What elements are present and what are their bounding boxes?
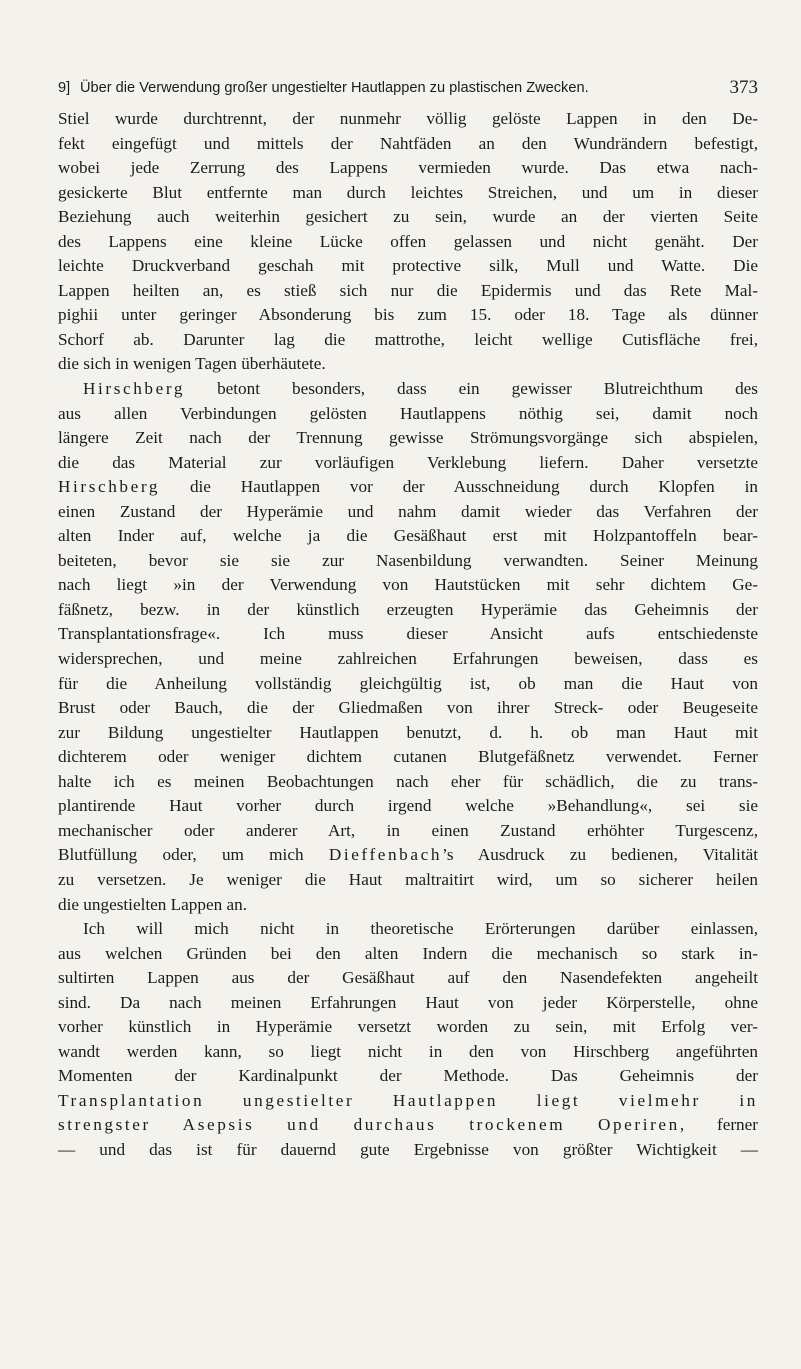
text-line [58, 1089, 758, 1114]
text-segment: ’s Ausdruck zu bedienen, Vitalität [442, 845, 758, 865]
spaced-emphasis: Hirschberg [83, 379, 186, 399]
text-line: fäßnetz, bezw. in der künstlich erzeugten Hyperämie das Geheimnis der [58, 599, 758, 619]
text-segment: ferner [686, 1115, 759, 1135]
text-line: einen Zustand der Hyperämie und nahm damit wieder das Verfahren der [58, 501, 758, 521]
section-number: 9] [58, 80, 71, 96]
text-line: gesickerte Blut entfernte man durch leichtes Streichen, und um in dieser [58, 182, 758, 202]
text-line: die sich in wenigen Tagen überhäutete. [58, 354, 326, 374]
text-line: Transplantationsfrage«. Ich muss dieser Ansicht aufs entschiedenste [58, 624, 758, 644]
text-line: Ich will mich nicht in theoretische Erörterungen darüber einlassen, [83, 919, 758, 939]
text-segment: Blutfüllung oder, um mich [58, 845, 329, 865]
text-line: zur Bildung ungestielter Hautlappen benutzt, d. h. ob man Haut mit [58, 722, 758, 742]
text-line: nach liegt »in der Verwendung von Hautstücken mit sehr dichtem Ge- [58, 575, 758, 595]
text-line: des Lappens eine kleine Lücke offen gelassen und nicht genäht. Der [58, 231, 758, 251]
text-line: wobei jede Zerrung des Lappens vermieden wurde. Das etwa nach- [58, 158, 758, 178]
text-line: — und das ist für dauernd gute Ergebnisse von größter Wichtigkeit — [58, 1139, 758, 1159]
text-line: längere Zeit nach der Trennung gewisse Strömungsvorgänge sich abspielen, [58, 428, 758, 448]
spaced-emphasis: Dieffenbach [328, 845, 443, 865]
spaced-emphasis: strengster Asepsis und durchaus trockenem Operiren, [58, 1115, 687, 1135]
body-text [58, 107, 758, 1163]
text-line: sind. Da nach meinen Erfahrungen Haut von jeder Körperstelle, ohne [58, 992, 758, 1012]
text-line [58, 475, 758, 500]
text-line [58, 1113, 758, 1138]
text-line: alten Inder auf, welche ja die Gesäßhaut erst mit Holzpantoffeln bear- [58, 526, 758, 546]
text-line: plantirende Haut vorher durch irgend welche »Behandlung«, sei sie [58, 796, 758, 816]
text-line: Schorf ab. Darunter lag die mattrothe, leicht wellige Cutisfläche frei, [58, 329, 758, 349]
text-line: mechanischer oder anderer Art, in einen Zustand erhöhter Turgescenz, [58, 820, 758, 840]
text-line: für die Anheilung vollständig gleichgültig ist, ob man die Haut von [58, 673, 758, 693]
text-line [58, 377, 758, 402]
text-line: pighii unter geringer Absonderung bis zum 15. oder 18. Tage als dünner [58, 305, 758, 325]
text-line: Lappen heilten an, es stieß sich nur die Epidermis und das Rete Mal- [58, 280, 758, 300]
text-line: aus welchen Gründen bei den alten Indern die mechanisch so stark in- [58, 943, 758, 963]
running-head [58, 76, 758, 100]
text-segment: betont besonders, dass ein gewisser Blutreichthum des [185, 379, 758, 399]
text-line: Brust oder Bauch, die der Gliedmaßen von ihrer Streck- oder Beugeseite [58, 698, 758, 718]
text-line: die das Material zur vorläufigen Verklebung liefern. Daher versetzte [58, 452, 758, 472]
text-line: sultirten Lappen aus der Gesäßhaut auf den Nasendefekten angeheilt [58, 968, 758, 988]
spaced-emphasis: Hirschberg [58, 477, 161, 497]
text-line: Momenten der Kardinalpunkt der Methode. Das Geheimnis der [58, 1066, 758, 1086]
page-number: 373 [729, 77, 758, 98]
text-line: Beziehung auch weiterhin gesichert zu sein, wurde an der vierten Seite [58, 207, 758, 227]
text-line: dichterem oder weniger dichtem cutanen Blutgefäßnetz verwendet. Ferner [58, 747, 758, 767]
text-line: Stiel wurde durchtrennt, der nunmehr völlig gelöste Lappen in den De- [58, 109, 758, 128]
spaced-emphasis: Transplantation ungestielter Hautlappen liegt vielmehr in [58, 1090, 758, 1110]
text-line: widersprechen, und meine zahlreichen Erfahrungen beweisen, dass es [58, 649, 758, 669]
text-line: leichte Druckverband geschah mit protective silk, Mull und Watte. Die [58, 256, 758, 276]
text-segment: die Hautlappen vor der Ausschneidung durch Klopfen in [160, 477, 758, 497]
text-line: vorher künstlich in Hyperämie versetzt worden zu sein, mit Erfolg ver- [58, 1017, 758, 1037]
text-line [58, 843, 758, 868]
text-line: zu versetzen. Je weniger die Haut maltraitirt wird, um so sicherer heilen [58, 869, 758, 889]
text-line: beiteten, bevor sie sie zur Nasenbildung verwandten. Seiner Meinung [58, 550, 758, 570]
text-line: wandt werden kann, so liegt nicht in den von Hirschberg angeführten [58, 1041, 758, 1061]
text-line: die ungestielten Lappen an. [58, 894, 247, 914]
text-line: aus allen Verbindungen gelösten Hautlappens nöthig sei, damit noch [58, 403, 758, 423]
text-line: fekt eingefügt und mittels der Nahtfäden an den Wundrändern befestigt, [58, 133, 758, 153]
text-line: halte ich es meinen Beobachtungen nach eher für schädlich, die zu trans- [58, 771, 758, 791]
running-title: Über die Verwendung großer ungestielter Hautlappen zu plastischen Zwecken. [80, 80, 589, 96]
